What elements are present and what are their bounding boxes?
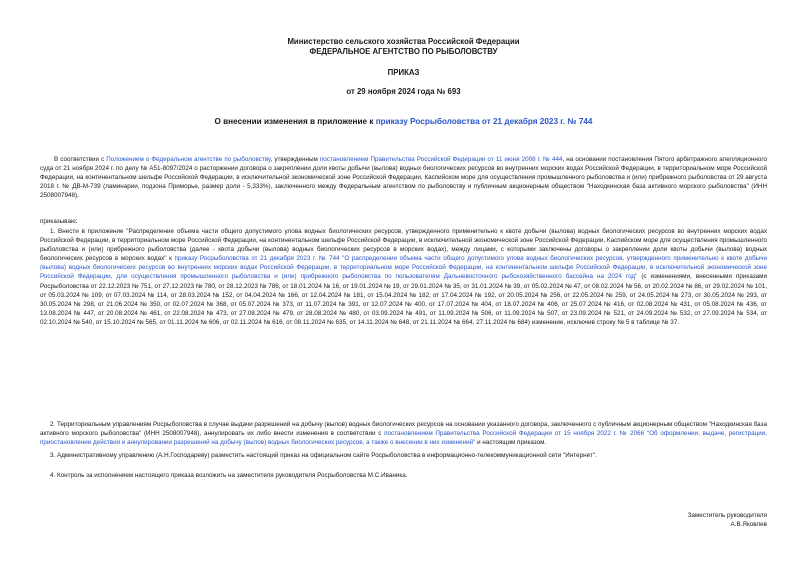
government-decree-link[interactable]: постановлением Правительства Российской Федерации от 11 июня 2008 г. № 444 [319, 156, 563, 163]
preamble-text-3: , на основании постановления Пятого арбитражного апелляционного суда от 21 ноября 2024 г. по делу № А51-8097/2024 о расторжении договора о закреплении доли квоты добычи (вылова) водных биологических ресурсов во внутренних морских водах Российской Федерации, в территориальном море Российской Федерации, на континентальном шельфе Российской Федерации, в исключительной экономической зоне Российской Федерации, Каспийском море для осуществления промышленного рыболовства и (или) прибрежного рыболовства от 29 августа 2018 г. № ДВ-М-739 (ламинарии, подзона Приморье, размер доли - 5,333%), заключенного между Федеральным агентством по рыболовству и публичным акционерным обществом "Находкинская база активного морского рыболовства" (ИНН 2508007948), [40, 156, 767, 200]
signatory-position: Заместитель руководителя [687, 512, 767, 519]
doc-type: ПРИКАЗ [387, 68, 420, 77]
ministry-title: Министерство сельского хозяйства Российской Федерации [287, 37, 520, 46]
item1-text-2: (с изменениями, внесенными приказами Росрыболовства от 22.12.2023 № 751, от 27.12.2023 № 780, от 28.12.2023 № 786, от 18.01.2024 № 16, от 19.01.2024 № 19, от 29.01.2024 № 35, от 31.01.2024 № 39, от 05.02.2024 № 47, от 08.02.2024 № 56, от 20.02.2024 № 86, от 29.02.2024 № 101, от 05.03.2024 № 109, от 07.03.2024 № 114, от 28.03.2024 № 152, от 04.04.2024 № 166, от 12.04.2024 № 181, от 15.04.2024 № 182, от 17.04.2024 № 192, от 20.05.2024 № 256, от 22.05.2024 № 259, от 24.05.2024 № 273, от 30.05.2024 № 293, от 30.05.2024 № 298, от 21.06.2024 № 350, от 02.07.2024 № 368, от 05.07.2024 № 373, от 11.07.2024 № 391, от 12.07.2024 № 400, от 17.07.2024 № 404, от 18.07.2024 № 406, от 25.07.2024 № 416, от 02.08.2024 № 431, от 05.08.2024 № 436, от 13.08.2024 № 447, от 20.08.2024 № 461, от 22.08.2024 № 473, от 27.08.2024 № 479, от 28.08.2024 № 480, от 03.09.2024 № 491, от 11.09.2024 № 506, от 11.09.2024 № 507, от 23.09.2024 № 521, от 24.09.2024 № 532, от 27.09.2024 № 534, от 02.10.2024 № 540, от 15.10.2024 № 565, от 01.11.2024 № 606, от 02.11.2024 № 616, от 08.11.2024 № 635, от 14.11.2024 № 648, от 21.11.2024 № 664, 27.11.2024 № 684) изменение, исключив строку № 5 в таблице № 37. [40, 273, 767, 326]
signatory-name: А.В.Яковлев [730, 521, 767, 529]
paragraph-item-1 [40, 227, 767, 327]
item2-text-1: 2. Территориальным управлениям Росрыболовства в случае выдачи разрешений на добычу (вылов) водных биологических ресурсов на основании указанного договора, заключенного с публичным акционерным обществом "Находкинская база активного морского рыболовства" (ИНН 2508007948), аннулировать их либо внести изменения в соответствии с [40, 421, 767, 438]
regulation-link[interactable]: Положением о Федеральном агентстве по рыболовству [106, 156, 271, 163]
paragraph-item-2 [40, 420, 767, 447]
preamble-text-1: В соответствии с [54, 156, 107, 163]
order-744-link[interactable]: приказу Росрыболовства от 21 декабря 2023 г. № 744 "О распределении объема части общего допустимого улова водных биологических ресурсов, утвержденного применительно к квоте добычи (вылова) водных биологических ресурсов во внутренних морских водах Российской Федерации, в территориальном море Российской Федерации, на континентальном шельфе Российской Федерации, в исключительной экономической зоне Российской Федерации, для осуществления промышленного рыболовства и (или) прибрежного рыболовства по пользователям Дальневосточного рыбохозяйственного бассейна на 2024 год" [40, 255, 767, 281]
item2-text-2: и настоящим приказом. [475, 439, 547, 447]
doc-subject [0, 117, 807, 127]
paragraph-item-3: 3. Административному управлению (А.Н.Господареву) разместить настоящий приказ на официальном сайте Росрыболовства в информационно-телекоммуникационной сети "Интернет". [50, 452, 597, 459]
paragraph-preamble [40, 155, 767, 200]
decree-2066-link[interactable]: постановлением Правительства Российской Федерации от 15 ноября 2022 г. № 2066 "Об оформлении, выдаче, регистрации, приостановлении действия и аннулировании разрешений на добычу (вылов) водных биологических ресурсов, а также о внесении в них изменений" [40, 430, 767, 447]
subject-order-link[interactable]: приказу Росрыболовства от 21 декабря 2023 г. № 744 [375, 117, 593, 126]
signature-block [688, 511, 767, 529]
subject-text: О внесении изменения в приложение к [214, 117, 376, 126]
item1-text-1: 1. Внести в приложение "Распределение объема части общего допустимого улова водных биологических ресурсов, утвержденного применительно к квоте добычи (вылова) водных биологических ресурсов во внутренних морских водах Российской Федерации, в территориальном море Российской Федерации, на континентальном шельфе Российской Федерации, в исключительной экономической зоне Российской Федерации, Каспийском море для осуществления промышленного рыболовства и (или) прибрежного рыболовства (далее - квота добычи (вылова) водных биологических ресурсов в морских водах), между лицами, с которыми заключены договоры о закреплении доли квоты добычи (вылова) водных биологических ресурсов в морских водах" к [40, 228, 767, 263]
paragraph-item-4: 4. Контроль за исполнением настоящего приказа возложить на заместителя руководителя Росрыболовства М.С.Иваника. [50, 472, 408, 479]
doc-date-number: от 29 ноября 2024 года № 693 [346, 87, 461, 96]
paragraph-order-word: приказываю: [40, 218, 78, 225]
preamble-text-2: , утвержденным [270, 156, 320, 163]
agency-title: ФЕДЕРАЛЬНОЕ АГЕНТСТВО ПО РЫБОЛОВСТВУ [309, 47, 498, 56]
